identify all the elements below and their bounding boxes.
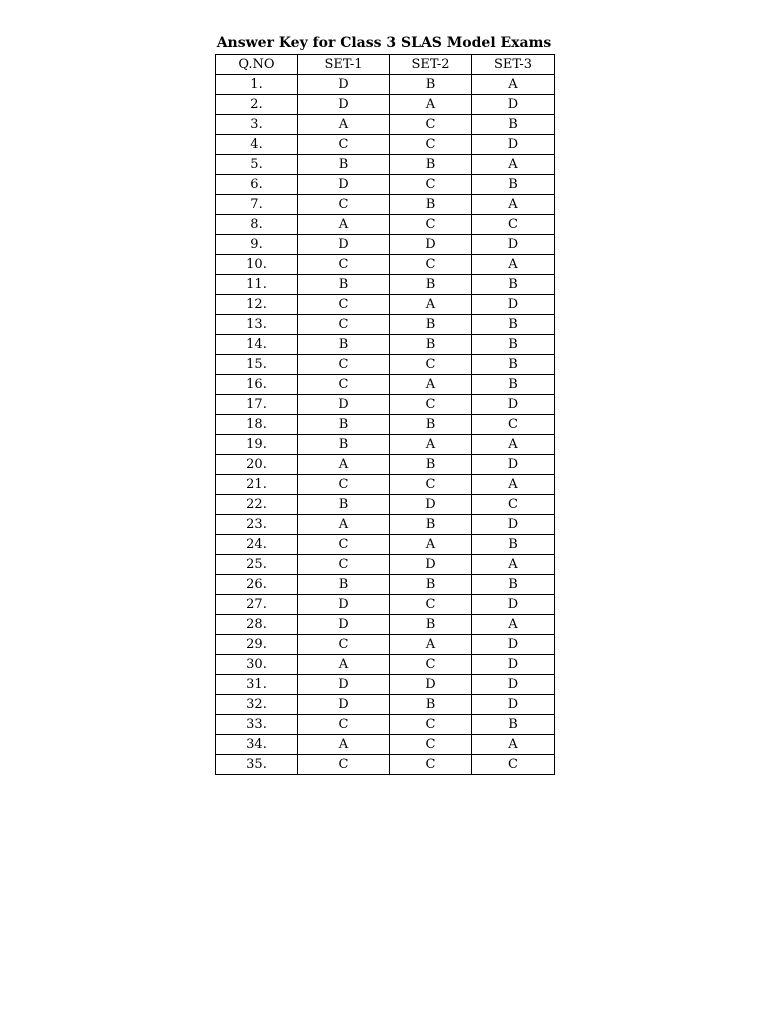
set-3-answer-cell: A xyxy=(472,255,555,275)
table-row xyxy=(216,295,555,315)
set-1-answer-cell: D xyxy=(298,695,390,715)
set-3-answer-cell: B xyxy=(472,375,555,395)
set-2-answer-cell: C xyxy=(390,395,472,415)
question-number-cell: 24. xyxy=(216,535,298,555)
set-3-answer-cell: C xyxy=(472,755,555,775)
set-1-answer-cell: D xyxy=(298,235,390,255)
set-2-answer-cell: C xyxy=(390,715,472,735)
set-1-answer-cell: C xyxy=(298,255,390,275)
set-1-answer-cell: A xyxy=(298,515,390,535)
set-2-answer-cell: B xyxy=(390,695,472,715)
table-row xyxy=(216,355,555,375)
question-number-cell: 6. xyxy=(216,175,298,195)
column-header-set-1: SET-1 xyxy=(298,55,390,75)
set-1-answer-cell: B xyxy=(298,575,390,595)
set-1-answer-cell: D xyxy=(298,175,390,195)
set-1-answer-cell: B xyxy=(298,495,390,515)
column-header-set-3: SET-3 xyxy=(472,55,555,75)
set-2-answer-cell: B xyxy=(390,75,472,95)
set-2-answer-cell: C xyxy=(390,115,472,135)
set-2-answer-cell: C xyxy=(390,595,472,615)
set-3-answer-cell: B xyxy=(472,715,555,735)
set-3-answer-cell: B xyxy=(472,335,555,355)
set-2-answer-cell: D xyxy=(390,495,472,515)
question-number-cell: 3. xyxy=(216,115,298,135)
table-row xyxy=(216,395,555,415)
question-number-cell: 30. xyxy=(216,655,298,675)
set-1-answer-cell: D xyxy=(298,615,390,635)
set-3-answer-cell: D xyxy=(472,235,555,255)
question-number-cell: 15. xyxy=(216,355,298,375)
set-1-answer-cell: C xyxy=(298,315,390,335)
set-1-answer-cell: B xyxy=(298,415,390,435)
set-3-answer-cell: D xyxy=(472,595,555,615)
table-row xyxy=(216,175,555,195)
set-3-answer-cell: A xyxy=(472,475,555,495)
set-3-answer-cell: C xyxy=(472,495,555,515)
set-1-answer-cell: C xyxy=(298,355,390,375)
set-3-answer-cell: B xyxy=(472,175,555,195)
set-1-answer-cell: C xyxy=(298,375,390,395)
table-row xyxy=(216,655,555,675)
question-number-cell: 32. xyxy=(216,695,298,715)
set-1-answer-cell: A xyxy=(298,735,390,755)
set-2-answer-cell: A xyxy=(390,95,472,115)
table-row xyxy=(216,715,555,735)
set-2-answer-cell: C xyxy=(390,215,472,235)
table-row xyxy=(216,515,555,535)
table-row xyxy=(216,755,555,775)
set-2-answer-cell: C xyxy=(390,755,472,775)
set-2-answer-cell: B xyxy=(390,615,472,635)
set-2-answer-cell: B xyxy=(390,275,472,295)
set-3-answer-cell: C xyxy=(472,415,555,435)
table-row xyxy=(216,195,555,215)
question-number-cell: 16. xyxy=(216,375,298,395)
question-number-cell: 21. xyxy=(216,475,298,495)
set-1-answer-cell: A xyxy=(298,215,390,235)
set-1-answer-cell: C xyxy=(298,715,390,735)
question-number-cell: 27. xyxy=(216,595,298,615)
table-row xyxy=(216,635,555,655)
table-row xyxy=(216,455,555,475)
question-number-cell: 5. xyxy=(216,155,298,175)
set-3-answer-cell: D xyxy=(472,655,555,675)
question-number-cell: 28. xyxy=(216,615,298,635)
set-3-answer-cell: A xyxy=(472,195,555,215)
table-row xyxy=(216,475,555,495)
question-number-cell: 20. xyxy=(216,455,298,475)
table-row xyxy=(216,555,555,575)
set-3-answer-cell: D xyxy=(472,635,555,655)
column-header-qno: Q.NO xyxy=(216,55,298,75)
set-1-answer-cell: C xyxy=(298,195,390,215)
table-row xyxy=(216,235,555,255)
set-3-answer-cell: C xyxy=(472,215,555,235)
set-3-answer-cell: D xyxy=(472,455,555,475)
question-number-cell: 35. xyxy=(216,755,298,775)
set-2-answer-cell: A xyxy=(390,435,472,455)
table-row xyxy=(216,75,555,95)
set-2-answer-cell: D xyxy=(390,675,472,695)
table-row xyxy=(216,595,555,615)
set-1-answer-cell: A xyxy=(298,455,390,475)
answer-rows xyxy=(216,75,555,775)
column-header-set-2: SET-2 xyxy=(390,55,472,75)
question-number-cell: 17. xyxy=(216,395,298,415)
set-2-answer-cell: C xyxy=(390,475,472,495)
set-1-answer-cell: C xyxy=(298,535,390,555)
set-3-answer-cell: D xyxy=(472,695,555,715)
table-row xyxy=(216,695,555,715)
page-title: Answer Key for Class 3 SLAS Model Exams xyxy=(216,35,552,51)
question-number-cell: 23. xyxy=(216,515,298,535)
set-1-answer-cell: C xyxy=(298,755,390,775)
table-row xyxy=(216,115,555,135)
table-row xyxy=(216,335,555,355)
table-row xyxy=(216,615,555,635)
set-1-answer-cell: A xyxy=(298,655,390,675)
question-number-cell: 34. xyxy=(216,735,298,755)
set-1-answer-cell: B xyxy=(298,155,390,175)
question-number-cell: 7. xyxy=(216,195,298,215)
set-1-answer-cell: B xyxy=(298,335,390,355)
set-3-answer-cell: D xyxy=(472,675,555,695)
set-1-answer-cell: C xyxy=(298,475,390,495)
set-2-answer-cell: B xyxy=(390,515,472,535)
set-3-answer-cell: D xyxy=(472,515,555,535)
set-2-answer-cell: C xyxy=(390,135,472,155)
set-2-answer-cell: B xyxy=(390,195,472,215)
question-number-cell: 25. xyxy=(216,555,298,575)
set-2-answer-cell: C xyxy=(390,255,472,275)
question-number-cell: 12. xyxy=(216,295,298,315)
set-3-answer-cell: B xyxy=(472,275,555,295)
set-3-answer-cell: B xyxy=(472,355,555,375)
set-2-answer-cell: A xyxy=(390,295,472,315)
set-2-answer-cell: A xyxy=(390,635,472,655)
set-3-answer-cell: A xyxy=(472,735,555,755)
question-number-cell: 1. xyxy=(216,75,298,95)
set-3-answer-cell: A xyxy=(472,615,555,635)
table-row xyxy=(216,135,555,155)
set-2-answer-cell: A xyxy=(390,535,472,555)
table-row xyxy=(216,675,555,695)
question-number-cell: 31. xyxy=(216,675,298,695)
question-number-cell: 4. xyxy=(216,135,298,155)
set-1-answer-cell: D xyxy=(298,75,390,95)
set-3-answer-cell: B xyxy=(472,315,555,335)
set-3-answer-cell: B xyxy=(472,575,555,595)
table-row xyxy=(216,535,555,555)
set-3-answer-cell: A xyxy=(472,75,555,95)
set-2-answer-cell: C xyxy=(390,735,472,755)
question-number-cell: 10. xyxy=(216,255,298,275)
table-row xyxy=(216,415,555,435)
set-2-answer-cell: C xyxy=(390,175,472,195)
set-3-answer-cell: D xyxy=(472,95,555,115)
table-row xyxy=(216,735,555,755)
set-2-answer-cell: B xyxy=(390,315,472,335)
question-number-cell: 33. xyxy=(216,715,298,735)
question-number-cell: 22. xyxy=(216,495,298,515)
set-3-answer-cell: D xyxy=(472,135,555,155)
table-row xyxy=(216,435,555,455)
question-number-cell: 26. xyxy=(216,575,298,595)
set-3-answer-cell: D xyxy=(472,295,555,315)
set-1-answer-cell: B xyxy=(298,435,390,455)
set-1-answer-cell: C xyxy=(298,635,390,655)
set-3-answer-cell: D xyxy=(472,395,555,415)
set-2-answer-cell: B xyxy=(390,455,472,475)
set-1-answer-cell: D xyxy=(298,675,390,695)
set-1-answer-cell: D xyxy=(298,595,390,615)
header-row xyxy=(216,55,555,75)
question-number-cell: 18. xyxy=(216,415,298,435)
question-number-cell: 29. xyxy=(216,635,298,655)
question-number-cell: 9. xyxy=(216,235,298,255)
set-2-answer-cell: D xyxy=(390,235,472,255)
set-1-answer-cell: C xyxy=(298,555,390,575)
set-2-answer-cell: A xyxy=(390,375,472,395)
set-3-answer-cell: B xyxy=(472,535,555,555)
table-row xyxy=(216,255,555,275)
set-2-answer-cell: B xyxy=(390,155,472,175)
set-1-answer-cell: D xyxy=(298,395,390,415)
set-2-answer-cell: B xyxy=(390,575,472,595)
table-row xyxy=(216,275,555,295)
set-3-answer-cell: A xyxy=(472,555,555,575)
set-2-answer-cell: C xyxy=(390,655,472,675)
table-row xyxy=(216,155,555,175)
table-row xyxy=(216,215,555,235)
question-number-cell: 2. xyxy=(216,95,298,115)
set-2-answer-cell: B xyxy=(390,415,472,435)
set-3-answer-cell: A xyxy=(472,155,555,175)
table-row xyxy=(216,575,555,595)
question-number-cell: 14. xyxy=(216,335,298,355)
set-1-answer-cell: D xyxy=(298,95,390,115)
set-1-answer-cell: C xyxy=(298,295,390,315)
question-number-cell: 8. xyxy=(216,215,298,235)
set-2-answer-cell: D xyxy=(390,555,472,575)
set-1-answer-cell: C xyxy=(298,135,390,155)
question-number-cell: 19. xyxy=(216,435,298,455)
set-2-answer-cell: C xyxy=(390,355,472,375)
table-row xyxy=(216,375,555,395)
question-number-cell: 13. xyxy=(216,315,298,335)
set-3-answer-cell: B xyxy=(472,115,555,135)
set-1-answer-cell: A xyxy=(298,115,390,135)
table-row xyxy=(216,315,555,335)
answer-key-table xyxy=(215,54,555,775)
set-3-answer-cell: A xyxy=(472,435,555,455)
set-1-answer-cell: B xyxy=(298,275,390,295)
question-number-cell: 11. xyxy=(216,275,298,295)
table-row xyxy=(216,495,555,515)
table-row xyxy=(216,95,555,115)
set-2-answer-cell: B xyxy=(390,335,472,355)
